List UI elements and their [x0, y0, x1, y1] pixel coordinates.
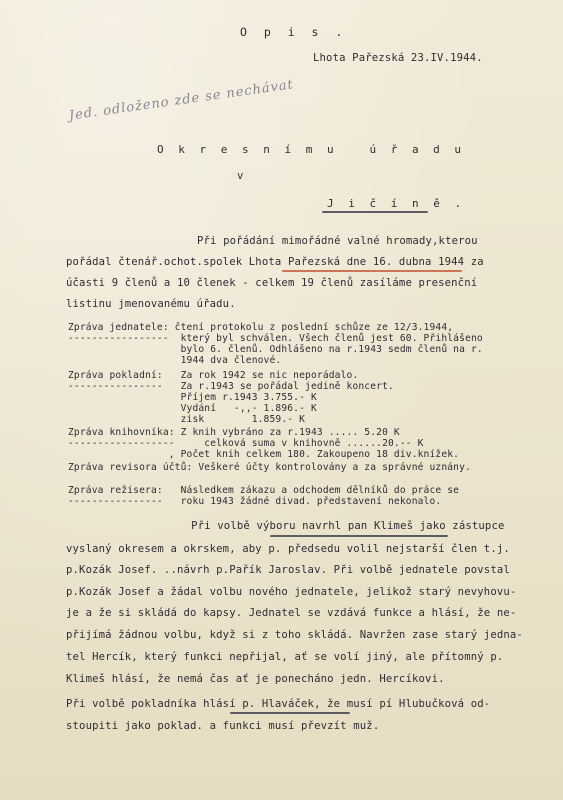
report-line: ------------------ celková suma v knihovně ......20.-- K — [68, 438, 424, 449]
intro-line: Při pořádání mimořádné valné hromady,kterou — [197, 235, 478, 247]
body-line: je a že si skládá do kapsy. Jednatel se vzdává funkce a hlásí, že ne- — [66, 607, 517, 619]
report-line: Zpráva pokladní: Za rok 1942 se nic neporádalo. — [68, 370, 359, 381]
body-underline — [270, 535, 448, 537]
report-line: Zpráva revisora účtů: Veškeré účty kontrolovány a za správné uznány. — [68, 462, 471, 473]
report-line: zisk 1.859.- K — [68, 414, 306, 425]
report-line: ---------------- roku 1943 žádné divad. představení nekonalo. — [68, 496, 442, 507]
report-line: 1944 dva členové. — [68, 355, 282, 366]
report-line: Zpráva režisera: Následkem zákazu a odchodem dělníků do práce se — [68, 485, 460, 496]
body-underline — [230, 712, 350, 714]
body-line: vyslaný okresem a okrskem, aby p. předsedu volil nejstarší člen t.j. — [66, 543, 510, 555]
report-line: bylo 6. členů. Odhlášeno na r.1943 sedm členů na r. — [68, 344, 483, 355]
body-line: tel Hercík, který funkci nepřijal, ať se volí jiný, ale přítomný p. — [66, 651, 504, 663]
body-line: Klimeš hlásí, že nemá čas ať je ponecháno jedn. Hercíkovi. — [66, 673, 445, 685]
place-date: Lhota Pařezská 23.IV.1944. — [313, 52, 483, 64]
report-line: Zpráva jednatele: čtení protokolu z poslední schůze ze 12/3.1944, — [68, 322, 454, 333]
body-line: p.Kozák Josef. ..návrh p.Pařík Jaroslav. Při volbě jednatele povstal — [66, 564, 510, 576]
body-line: Při volbě výboru navrhl pan Klimeš jako zástupce — [152, 520, 505, 532]
report-line: Vydání -,,- 1.896.- K — [68, 403, 317, 414]
red-underline — [282, 270, 462, 272]
report-line: ----------------- který byl schválen. Všech členů jest 60. Přihlášeno — [68, 333, 483, 344]
recipient-office: O k r e s n í m u ú ř a d u — [157, 143, 466, 156]
document-title: O p i s . — [240, 25, 348, 39]
body-line: Při volbě pokladníka hlásí p. Hlaváček, že musí pí Hlubučková od- — [66, 698, 491, 710]
body-line: přijímá žádnou volbu, když si z toho skládá. Navržen zase starý jedna- — [66, 629, 523, 641]
recipient-preposition: v — [237, 170, 244, 182]
report-line: Příjem r.1943 3.755.- K — [68, 392, 317, 403]
report-line: Zpráva knihovníka: Z knih vybráno za r.1943 ..... 5.20 K — [68, 427, 400, 438]
intro-line: účasti 9 členů a 10 členek - celkem 19 členů zasíláme presenční — [66, 277, 478, 289]
body-line: p.Kozák Josef a žádal volbu nového jednatele, jelikož starý nevyhovu- — [66, 586, 517, 598]
body-line: stoupiti jako poklad. a funkci musí převzít muž. — [66, 720, 380, 732]
intro-line: listinu jmenovanému úřadu. — [66, 298, 236, 310]
handwritten-annotation: Jed. odloženo zde se nechávat — [68, 77, 295, 124]
intro-line: pořádal čtenář.ochot.spolek Lhota Pařezská dne 16. dubna 1944 za — [66, 256, 484, 268]
recipient-town: J i č í n ě . — [327, 197, 466, 210]
town-underline — [322, 211, 428, 213]
report-line: ---------------- Za r.1943 se pořádal jedině koncert. — [68, 381, 394, 392]
report-line: , Počet knih celkem 180. Zakoupeno 18 div.knížek. — [68, 449, 460, 460]
